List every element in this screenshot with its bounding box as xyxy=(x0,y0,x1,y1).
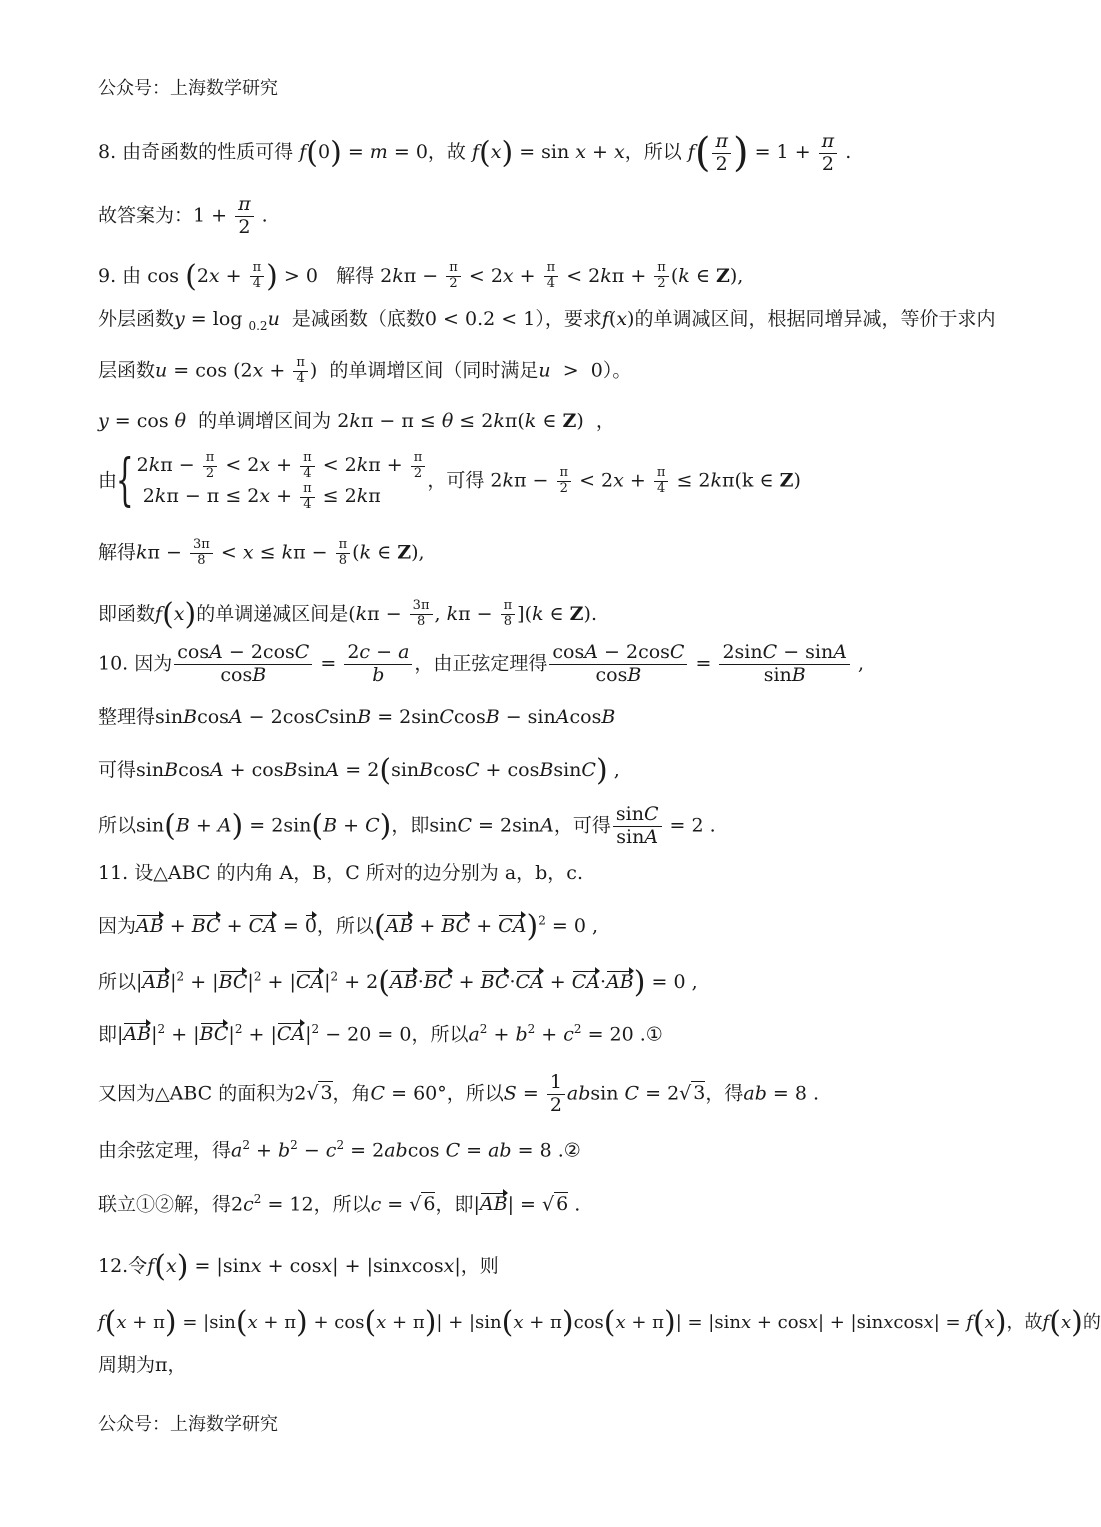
text: ，所以 xyxy=(411,1023,469,1046)
text: ，角 xyxy=(332,1082,371,1105)
text: ，则 xyxy=(460,1254,499,1277)
text: 外层函数 xyxy=(98,308,175,330)
text: 所以 xyxy=(98,970,137,993)
text: ，所以 xyxy=(316,914,374,937)
solution-12-line-1: 12.令f(x) = |sinx + cosx| + |sinxcosx|，则 xyxy=(98,1249,499,1284)
text: 解得 xyxy=(98,541,137,564)
text: 解得 xyxy=(336,264,375,287)
text: ）。 xyxy=(602,359,632,382)
solution-11-line-3: 所以$|AB|^2 + |BC|^2 + |CA|^2 + 2(AB\cdot BC + BC\cdot CA + CA\cdot AB) = 0$ , xyxy=(98,965,698,1000)
text: 的单调增区间（同时满足 xyxy=(329,359,539,382)
text: ，故 xyxy=(427,141,466,163)
text: 即函数 xyxy=(98,602,156,625)
solution-11-line-5: 又因为△ABC 的面积为2√ 3，角C = 60°，所以S = $\frac{1}{2}$ absin C = 2√ 3，得ab = 8 . xyxy=(98,1071,820,1116)
text: ，故 xyxy=(1006,1311,1043,1333)
solution-11-line-4: 即$|AB|^2 + |BC|^2 + |CA|^2 - 20 = 0$，所以$a^2 + b^2 + c^2 = 20$ .① xyxy=(98,1022,663,1046)
text: ，所以 xyxy=(624,141,682,163)
page-header: 公众号：上海数学研究 xyxy=(98,78,278,99)
solution-12-line-3: 周期为π， xyxy=(98,1354,187,1376)
text: 因为 xyxy=(98,914,137,937)
text: 的单调减区间，根据同增异减，等价于求内 xyxy=(634,308,996,330)
text: 由 xyxy=(98,469,118,492)
solution-12-line-2: f(x + π) = |sin(x + π) + cos(x + π)| + |sin(x + π)cos(x + π)| = |sinx + cosx| + |sinxcosx| = f(x)，故f(x)的 xyxy=(98,1305,1101,1340)
solution-10-line-1: 10. 因为 $\frac{\cos A - 2\cos C}{\cos B}$ = $\frac{2c - a}{b}$ ，由正弦定理得 $\frac{\cos A - 2\cos C}{\cos B}$ = $\frac{2\sin C - \sin A}{\sin B}$ , xyxy=(98,641,865,686)
text: 9. 由 xyxy=(98,264,142,287)
text: ，可得 xyxy=(553,814,611,837)
solution-9-conclusion: 即函数f(x)的单调递减区间是(kπ − $\frac{3\pi}{8}$ , kπ − $\frac{\pi}{8}$ ](k ∈ Z). xyxy=(98,597,597,632)
text: 层函数 xyxy=(98,359,156,382)
solution-8-line-1: 8. 由奇函数的性质可得 f(0) = m = 0，故 f(x) = sin x + x，所以 f( $\frac{\pi}{2}$ ) = 1 + $\frac{\pi}{2}$ . xyxy=(98,129,852,176)
solution-11-line-1: 11. 设△ABC 的内角 A，B，C 所对的边分别为 a，b，c. xyxy=(98,862,583,884)
solution-9-line-6: 解得kπ − $\frac{3\pi}{8}$ < x ≤ kπ − $\frac{\pi}{8}$ (k ∈ Z), xyxy=(98,537,425,568)
text: ，所以 xyxy=(313,1193,371,1216)
solution-10-line-4: 所以sin(B + A) = 2sin(B + C)，即sinC = 2sinA，可得 $\frac{\sin C}{\sin A}$ = 2 . xyxy=(98,803,716,848)
solution-10-line-2: 整理得sinBcosA − 2cosCsinB = 2sinCcosB − sinAcosB xyxy=(98,706,616,728)
solution-11-line-7: 联立①②解，得$2c^2 = 12$，所以c = √ 6，即|AB| = √ 6 . xyxy=(98,1192,581,1216)
text: 的单调递减区间是 xyxy=(196,602,349,625)
text: 整理得 xyxy=(98,706,156,728)
text: 由余弦定理，得 xyxy=(98,1139,232,1162)
solution-8-answer: 故答案为：1 + $\frac{\pi}{2}$ . xyxy=(98,193,268,238)
text: 的 xyxy=(1082,1311,1101,1333)
text: ，得 xyxy=(705,1082,744,1105)
solution-9-line-2: 外层函数y = log $_{0.2}$u 是减函数（底数0 < 0.2 < 1），要求f(x)的单调减区间，根据同增异减，等价于求内 xyxy=(98,308,996,333)
text: ，由正弦定理得 xyxy=(414,652,548,675)
solution-9-line-4: y = cos θ 的单调增区间为 2kπ − π ≤ θ ≤ 2kπ(k ∈ Z) ， xyxy=(98,410,615,432)
solution-9-system: 由{ 2kπ − $\frac{\pi}{2}$ < 2x + $\frac{\pi}{4}$ < 2kπ + $\frac{\pi}{2}$ 2kπ − π ≤ 2x + $\frac{\pi}{4}$ ≤ 2kπ ，可得 2kπ − $\frac{\pi}{2}$ < 2x + $\frac{\pi}{4}$ ≤ 2kπ(k ∈ Z) xyxy=(98,448,801,514)
text: 的单调增区间为 xyxy=(198,410,332,432)
text: 10. 因为 xyxy=(98,652,173,675)
text: ，所以 xyxy=(446,1082,504,1105)
solution-9-line-3: 层函数u = cos (2x + $\frac{\pi}{4}$ ) 的单调增区间（同时满足u > 0）。 xyxy=(98,355,632,386)
solution-10-line-3: 可得sinBcosA + cosBsinA = 2(sinBcosC + cosBsinC) , xyxy=(98,753,620,788)
text: 12.令 xyxy=(98,1254,148,1277)
text: 8. 由奇函数的性质可得 xyxy=(98,141,294,163)
text: 联立①②解，得 xyxy=(98,1193,232,1216)
text: 又因为△ABC 的面积为 xyxy=(98,1082,295,1105)
text: 即 xyxy=(98,1023,118,1046)
solution-11-line-2: 因为AB + BC + CA = 0，所以(AB + BC + CA)$^2$ = 0 , xyxy=(98,909,598,944)
text: 是减函数（底数 xyxy=(291,308,425,330)
text: 可得 xyxy=(98,758,137,781)
text: 故答案为： xyxy=(98,204,194,227)
text: 所以 xyxy=(98,814,137,837)
page-footer: 公众号：上海数学研究 xyxy=(98,1414,278,1435)
text: ），要求 xyxy=(535,308,602,330)
text: ，即 xyxy=(391,814,430,837)
text: ，可得 xyxy=(427,469,485,492)
solution-11-line-6: 由余弦定理，得$a^2 + b^2 - c^2 = 2abcos$ C = ab = 8 .② xyxy=(98,1138,581,1162)
text: ，即 xyxy=(435,1193,474,1216)
solution-9-line-1: 9. 由 cos (2x + $\frac{\pi}{4}$ ) > 0 解得 2kπ − $\frac{\pi}{2}$ < 2x + $\frac{\pi}{4}$ < 2kπ + $\frac{\pi}{2}$ (k ∈ Z), xyxy=(98,259,744,294)
